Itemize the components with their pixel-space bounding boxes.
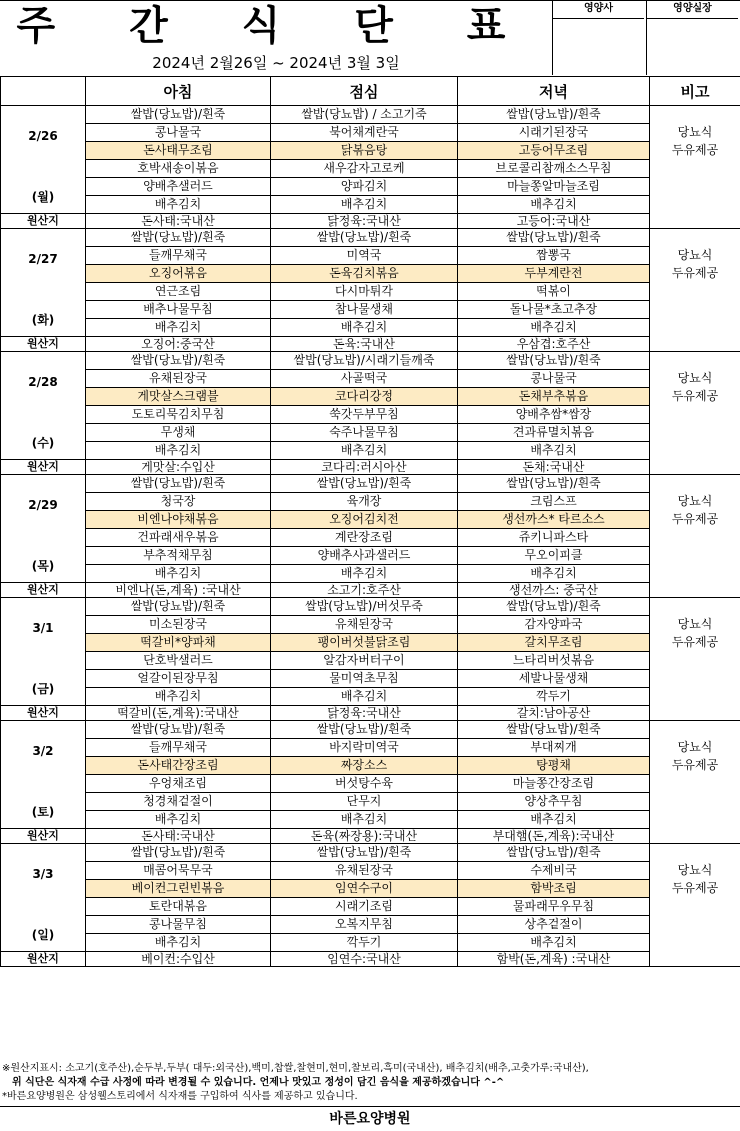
origin-value: 부대햄(돈,계육):국내산 [458, 829, 650, 844]
menu-row [1, 196, 740, 214]
lunch-dish: 유채된장국 [271, 616, 458, 634]
menu-table [0, 76, 740, 967]
breakfast-dish: 단호박샐러드 [86, 652, 271, 670]
origin-value: 오징어:중국산 [86, 337, 271, 352]
lunch-dish: 쌀밥(당뇨밥) / 소고기죽 [271, 106, 458, 124]
origin-note-blank [650, 952, 740, 967]
day-cell [1, 352, 86, 460]
origin-value: 돈사태:국내산 [86, 829, 271, 844]
day-weekday: (일) [1, 927, 85, 944]
dinner-dish: 견과류멸치볶음 [458, 424, 650, 442]
dinner-dish: 쥬키니파스타 [458, 529, 650, 547]
breakfast-dish: 얼갈이된장무침 [86, 670, 271, 688]
note-cell [650, 721, 740, 739]
menu-period: 2024년 2월26일 ~ 2024년 3월 3일 [0, 52, 552, 74]
lunch-dish: 쌀밥(당뇨밥)/흰죽 [271, 475, 458, 493]
origin-row [1, 952, 740, 967]
note-cell: 두유제공 [650, 757, 740, 775]
origin-value: 함박(돈,계육) :국내산 [458, 952, 650, 967]
origin-note: ※원산지표시: 소고기(호주산),순두부,두부( 대두:외국산),백미,찹쌀,찰현미,현미,찰보리,흑미(국내산), 배추김치(배추,고춧가루:국내산), [0, 1062, 740, 1076]
signature-label: 영양실장 [647, 0, 738, 19]
lunch-dish: 쌀밥(당뇨밥)/흰죽 [271, 721, 458, 739]
menu-row [1, 934, 740, 952]
origin-label: 원산지 [1, 952, 86, 967]
dinner-dish: 돌나물*초고추장 [458, 301, 650, 319]
menu-row [1, 880, 740, 898]
menu-row [1, 178, 740, 196]
lunch-dish: 쌀밥(당뇨밥)/시래기들깨죽 [271, 352, 458, 370]
column-header-lunch: 점심 [271, 77, 458, 106]
breakfast-dish: 떡갈비*양파채 [86, 634, 271, 652]
day-cell [1, 229, 86, 337]
menu-row [1, 547, 740, 565]
dinner-dish: 쌀밥(당뇨밥)/흰죽 [458, 352, 650, 370]
breakfast-dish: 들깨무채국 [86, 247, 271, 265]
origin-note-blank [650, 706, 740, 721]
dinner-dish: 쌀밥(당뇨밥)/흰죽 [458, 106, 650, 124]
footer-notes [0, 1062, 740, 1104]
breakfast-dish: 배추김치 [86, 688, 271, 706]
origin-label: 원산지 [1, 829, 86, 844]
lunch-dish: 북어채계란국 [271, 124, 458, 142]
lunch-dish: 참나물생채 [271, 301, 458, 319]
column-header-breakfast: 아침 [86, 77, 271, 106]
note-cell [650, 916, 740, 934]
breakfast-dish: 배추김치 [86, 319, 271, 337]
breakfast-dish: 청경채겉절이 [86, 793, 271, 811]
dinner-dish: 돈채부추볶음 [458, 388, 650, 406]
origin-value: 닭정육:국내산 [271, 214, 458, 229]
day-date: 3/3 [1, 866, 85, 883]
menu-row [1, 598, 740, 616]
menu-row [1, 406, 740, 424]
menu-row [1, 106, 740, 124]
breakfast-dish: 콩나물국 [86, 124, 271, 142]
signature-box-dietitian [552, 0, 644, 75]
note-cell [650, 565, 740, 583]
lunch-dish: 쑥갓두부무침 [271, 406, 458, 424]
origin-value: 비엔나(돈,계육) :국내산 [86, 583, 271, 598]
breakfast-dish: 배추김치 [86, 565, 271, 583]
note-cell [650, 475, 740, 493]
dinner-dish: 탕평채 [458, 757, 650, 775]
breakfast-dish: 콩나물무침 [86, 916, 271, 934]
origin-value: 돈채:국내산 [458, 460, 650, 475]
change-notice: 위 식단은 식자재 수급 사정에 따라 변경될 수 있습니다. 언제나 맛있고 정성이 담긴 음식을 제공하겠습니다 ^-^ [0, 1076, 740, 1090]
menu-row [1, 301, 740, 319]
dinner-dish: 마늘쫑간장조림 [458, 775, 650, 793]
dinner-dish: 갈치무조림 [458, 634, 650, 652]
breakfast-dish: 미소된장국 [86, 616, 271, 634]
breakfast-dish: 매콤어묵무국 [86, 862, 271, 880]
note-cell [650, 793, 740, 811]
breakfast-dish: 배추김치 [86, 196, 271, 214]
menu-row [1, 670, 740, 688]
lunch-dish: 양파김치 [271, 178, 458, 196]
day-date: 3/1 [1, 620, 85, 637]
note-cell [650, 670, 740, 688]
signature-space [553, 19, 644, 75]
menu-row [1, 352, 740, 370]
note-cell: 두유제공 [650, 388, 740, 406]
menu-row [1, 634, 740, 652]
note-cell: 당뇨식 [650, 616, 740, 634]
column-header-note: 비고 [650, 77, 740, 106]
dinner-dish: 물파래무우무침 [458, 898, 650, 916]
note-cell [650, 529, 740, 547]
breakfast-dish: 게맛살스크램블 [86, 388, 271, 406]
note-cell: 당뇨식 [650, 370, 740, 388]
note-cell: 두유제공 [650, 511, 740, 529]
menu-row [1, 793, 740, 811]
origin-note-blank [650, 829, 740, 844]
supplier-note: *바른요양병원은 삼성웰스토리에서 식자재를 구입하여 식사를 제공하고 있습니다. [0, 1090, 740, 1104]
origin-label: 원산지 [1, 337, 86, 352]
dinner-dish: 배추김치 [458, 442, 650, 460]
day-date: 2/29 [1, 497, 85, 514]
day-cell [1, 106, 86, 214]
dinner-dish: 무오이피클 [458, 547, 650, 565]
dinner-dish: 배추김치 [458, 565, 650, 583]
dinner-dish: 상추겉절이 [458, 916, 650, 934]
breakfast-dish: 토란대볶음 [86, 898, 271, 916]
note-cell [650, 442, 740, 460]
breakfast-dish: 쌀밥(당뇨밥)/흰죽 [86, 352, 271, 370]
note-cell: 당뇨식 [650, 493, 740, 511]
signature-box-chief [646, 0, 738, 75]
dinner-dish: 시래기된장국 [458, 124, 650, 142]
lunch-dish: 임연수구이 [271, 880, 458, 898]
dinner-dish: 짬뽕국 [458, 247, 650, 265]
origin-row [1, 214, 740, 229]
menu-row [1, 265, 740, 283]
page-title: 주 간 식 단 표 [0, 2, 552, 50]
lunch-dish: 단무지 [271, 793, 458, 811]
menu-row [1, 511, 740, 529]
lunch-dish: 육개장 [271, 493, 458, 511]
menu-row [1, 565, 740, 583]
breakfast-dish: 돈사태간장조림 [86, 757, 271, 775]
breakfast-dish: 양배추샐러드 [86, 178, 271, 196]
lunch-dish: 깍두기 [271, 934, 458, 952]
signature-space [647, 19, 738, 75]
breakfast-dish: 배추나물무침 [86, 301, 271, 319]
note-cell: 당뇨식 [650, 739, 740, 757]
note-cell [650, 547, 740, 565]
note-cell [650, 229, 740, 247]
origin-row [1, 460, 740, 475]
note-cell [650, 775, 740, 793]
lunch-dish: 닭볶음탕 [271, 142, 458, 160]
origin-value: 닭정육:국내산 [271, 706, 458, 721]
note-cell [650, 898, 740, 916]
breakfast-dish: 건파래새우볶음 [86, 529, 271, 547]
menu-row [1, 442, 740, 460]
menu-row [1, 775, 740, 793]
dinner-dish: 부대찌개 [458, 739, 650, 757]
menu-row [1, 757, 740, 775]
origin-row [1, 706, 740, 721]
origin-label: 원산지 [1, 583, 86, 598]
lunch-dish: 팽이버섯불닭조림 [271, 634, 458, 652]
breakfast-dish: 돈사태무조림 [86, 142, 271, 160]
menu-row [1, 388, 740, 406]
note-cell [650, 688, 740, 706]
dinner-dish: 느타리버섯볶음 [458, 652, 650, 670]
origin-row [1, 337, 740, 352]
note-cell: 두유제공 [650, 142, 740, 160]
menu-row [1, 493, 740, 511]
dinner-dish: 배추김치 [458, 196, 650, 214]
day-date: 2/27 [1, 251, 85, 268]
day-weekday: (월) [1, 189, 85, 206]
lunch-dish: 시래기조림 [271, 898, 458, 916]
breakfast-dish: 연근조림 [86, 283, 271, 301]
breakfast-dish: 쌀밥(당뇨밥)/흰죽 [86, 106, 271, 124]
hospital-name: 바른요양병원 [0, 1106, 740, 1131]
dinner-dish: 양배추쌈*쌈장 [458, 406, 650, 424]
note-cell [650, 196, 740, 214]
breakfast-dish: 청국장 [86, 493, 271, 511]
origin-row [1, 583, 740, 598]
dinner-dish: 브로콜리참깨소스무침 [458, 160, 650, 178]
day-weekday: (화) [1, 312, 85, 329]
origin-label: 원산지 [1, 214, 86, 229]
breakfast-dish: 쌀밥(당뇨밥)/흰죽 [86, 844, 271, 862]
origin-value: 생선까스: 중국산 [458, 583, 650, 598]
breakfast-dish: 배추김치 [86, 442, 271, 460]
dinner-dish: 쌀밥(당뇨밥)/흰죽 [458, 598, 650, 616]
signature-label: 영양사 [553, 0, 644, 19]
menu-row [1, 916, 740, 934]
menu-row [1, 142, 740, 160]
menu-row [1, 616, 740, 634]
lunch-dish: 배추김치 [271, 319, 458, 337]
menu-row [1, 529, 740, 547]
origin-value: 돈육:국내산 [271, 337, 458, 352]
note-cell: 당뇨식 [650, 124, 740, 142]
dinner-dish: 고등어무조림 [458, 142, 650, 160]
note-cell [650, 934, 740, 952]
origin-value: 돈사태:국내산 [86, 214, 271, 229]
dinner-dish: 배추김치 [458, 319, 650, 337]
note-cell [650, 160, 740, 178]
day-cell [1, 475, 86, 583]
origin-value: 게맛살:수입산 [86, 460, 271, 475]
dinner-dish: 크림스프 [458, 493, 650, 511]
lunch-dish: 양배추사과샐러드 [271, 547, 458, 565]
lunch-dish: 미역국 [271, 247, 458, 265]
menu-row [1, 475, 740, 493]
day-cell [1, 598, 86, 706]
note-cell: 두유제공 [650, 265, 740, 283]
note-cell [650, 283, 740, 301]
note-cell [650, 598, 740, 616]
menu-row [1, 811, 740, 829]
lunch-dish: 배추김치 [271, 565, 458, 583]
breakfast-dish: 호박새송이볶음 [86, 160, 271, 178]
lunch-dish: 물미역초무침 [271, 670, 458, 688]
menu-row [1, 370, 740, 388]
origin-value: 돈육(짜장용):국내산 [271, 829, 458, 844]
breakfast-dish: 우엉채조림 [86, 775, 271, 793]
origin-value: 우삼겹:호주산 [458, 337, 650, 352]
table-header-row [1, 77, 740, 106]
breakfast-dish: 쌀밥(당뇨밥)/흰죽 [86, 721, 271, 739]
dinner-dish: 콩나물국 [458, 370, 650, 388]
breakfast-dish: 쌀밥(당뇨밥)/흰죽 [86, 229, 271, 247]
note-cell [650, 178, 740, 196]
origin-value: 임연수:국내산 [271, 952, 458, 967]
day-date: 2/28 [1, 374, 85, 391]
origin-note-blank [650, 337, 740, 352]
menu-row [1, 283, 740, 301]
lunch-dish: 코다리강정 [271, 388, 458, 406]
dinner-dish: 떡볶이 [458, 283, 650, 301]
day-cell [1, 844, 86, 952]
dinner-dish: 마늘쫑알마늘조림 [458, 178, 650, 196]
menu-row [1, 124, 740, 142]
menu-row [1, 739, 740, 757]
lunch-dish: 배추김치 [271, 811, 458, 829]
lunch-dish: 사골떡국 [271, 370, 458, 388]
lunch-dish: 오징어김치전 [271, 511, 458, 529]
day-weekday: (목) [1, 558, 85, 575]
origin-label: 원산지 [1, 706, 86, 721]
lunch-dish: 돈육김치볶음 [271, 265, 458, 283]
lunch-dish: 알감자버터구이 [271, 652, 458, 670]
note-cell: 두유제공 [650, 880, 740, 898]
breakfast-dish: 베이컨그린빈볶음 [86, 880, 271, 898]
lunch-dish: 배추김치 [271, 196, 458, 214]
header-blank [1, 77, 86, 106]
note-cell: 당뇨식 [650, 247, 740, 265]
dinner-dish: 쌀밥(당뇨밥)/흰죽 [458, 229, 650, 247]
origin-value: 베이컨:수입산 [86, 952, 271, 967]
menu-row [1, 160, 740, 178]
breakfast-dish: 쌀밥(당뇨밥)/흰죽 [86, 598, 271, 616]
breakfast-dish: 배추김치 [86, 811, 271, 829]
lunch-dish: 쌀밥(당뇨밥)/흰죽 [271, 229, 458, 247]
lunch-dish: 바지락미역국 [271, 739, 458, 757]
menu-row [1, 844, 740, 862]
lunch-dish: 배추김치 [271, 688, 458, 706]
dinner-dish: 배추김치 [458, 934, 650, 952]
breakfast-dish: 무생채 [86, 424, 271, 442]
note-cell: 당뇨식 [650, 862, 740, 880]
column-header-dinner: 저녁 [458, 77, 650, 106]
dinner-dish: 쌀밥(당뇨밥)/흰죽 [458, 721, 650, 739]
note-cell [650, 424, 740, 442]
origin-row [1, 829, 740, 844]
header [0, 0, 740, 78]
day-date: 3/2 [1, 743, 85, 760]
origin-note-blank [650, 214, 740, 229]
origin-value: 고등어:국내산 [458, 214, 650, 229]
menu-row [1, 652, 740, 670]
day-weekday: (수) [1, 435, 85, 452]
dinner-dish: 깍두기 [458, 688, 650, 706]
menu-row [1, 247, 740, 265]
note-cell [650, 319, 740, 337]
lunch-dish: 계란장조림 [271, 529, 458, 547]
dinner-dish: 배추김치 [458, 811, 650, 829]
menu-row [1, 688, 740, 706]
menu-row [1, 862, 740, 880]
lunch-dish: 오복지무침 [271, 916, 458, 934]
dinner-dish: 감자양파국 [458, 616, 650, 634]
note-cell [650, 301, 740, 319]
menu-row [1, 721, 740, 739]
breakfast-dish: 비엔나야채볶음 [86, 511, 271, 529]
day-weekday: (금) [1, 681, 85, 698]
breakfast-dish: 쌀밥(당뇨밥)/흰죽 [86, 475, 271, 493]
breakfast-dish: 유채된장국 [86, 370, 271, 388]
note-cell [650, 811, 740, 829]
note-cell [650, 106, 740, 124]
origin-label: 원산지 [1, 460, 86, 475]
origin-value: 코다리:러시아산 [271, 460, 458, 475]
origin-value: 갈치:남아공산 [458, 706, 650, 721]
note-cell [650, 406, 740, 424]
breakfast-dish: 도토리묵김치무침 [86, 406, 271, 424]
lunch-dish: 다시마튀각 [271, 283, 458, 301]
menu-row [1, 898, 740, 916]
lunch-dish: 짜장소스 [271, 757, 458, 775]
breakfast-dish: 오징어볶음 [86, 265, 271, 283]
dinner-dish: 쌀밥(당뇨밥)/흰죽 [458, 844, 650, 862]
day-weekday: (토) [1, 804, 85, 821]
origin-value: 떡갈비(돈,계육):국내산 [86, 706, 271, 721]
origin-value: 소고기:호주산 [271, 583, 458, 598]
lunch-dish: 쌀밥(당뇨밥)/흰죽 [271, 844, 458, 862]
breakfast-dish: 부추적채무침 [86, 547, 271, 565]
menu-row [1, 319, 740, 337]
origin-note-blank [650, 583, 740, 598]
dinner-dish: 두부계란전 [458, 265, 650, 283]
breakfast-dish: 들깨무채국 [86, 739, 271, 757]
menu-row [1, 229, 740, 247]
dinner-dish: 생선까스* 타르소스 [458, 511, 650, 529]
day-cell [1, 721, 86, 829]
lunch-dish: 새우감자고로케 [271, 160, 458, 178]
note-cell [650, 844, 740, 862]
note-cell [650, 352, 740, 370]
lunch-dish: 배추김치 [271, 442, 458, 460]
lunch-dish: 유채된장국 [271, 862, 458, 880]
dinner-dish: 함박조림 [458, 880, 650, 898]
origin-note-blank [650, 460, 740, 475]
note-cell: 두유제공 [650, 634, 740, 652]
dinner-dish: 수제비국 [458, 862, 650, 880]
note-cell [650, 652, 740, 670]
lunch-dish: 쌀밥(당뇨밥)/버섯무죽 [271, 598, 458, 616]
breakfast-dish: 배추김치 [86, 934, 271, 952]
day-date: 2/26 [1, 128, 85, 145]
lunch-dish: 버섯탕수육 [271, 775, 458, 793]
lunch-dish: 숙주나물무침 [271, 424, 458, 442]
dinner-dish: 양상추무침 [458, 793, 650, 811]
dinner-dish: 세발나물생채 [458, 670, 650, 688]
dinner-dish: 쌀밥(당뇨밥)/흰죽 [458, 475, 650, 493]
menu-row [1, 424, 740, 442]
